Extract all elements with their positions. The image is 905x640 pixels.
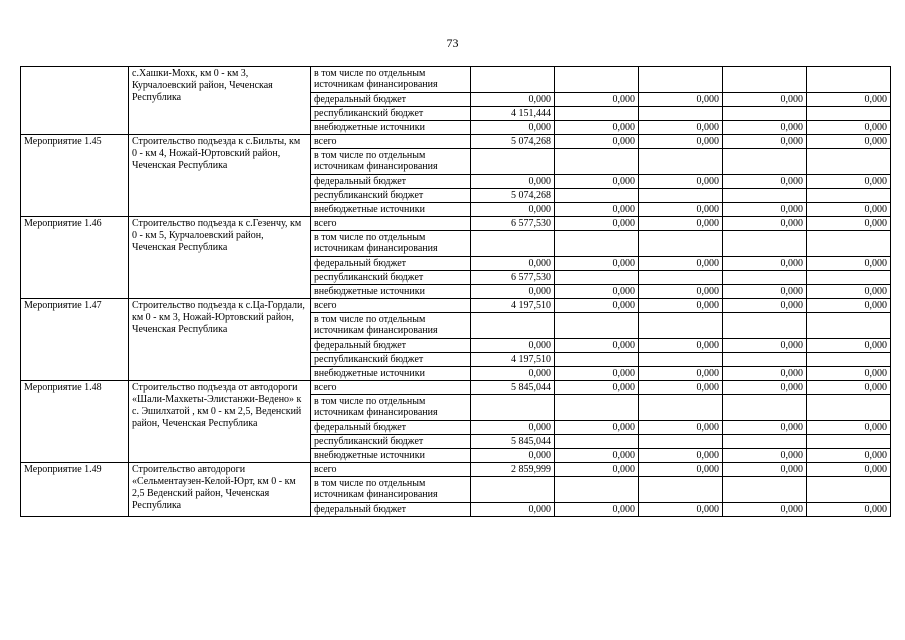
amount-cell — [807, 149, 891, 175]
funding-source: внебюджетные источники — [311, 121, 471, 135]
amount-cell: 0,000 — [639, 381, 723, 395]
amount-cell: 0,000 — [639, 217, 723, 231]
measure-description: Строительство автодороги «Сельментаузен-Келой-Юрт, км 0 - км 2,5 Веденский район, Чеченская Республика — [129, 463, 311, 517]
amount-cell: 0,000 — [723, 463, 807, 477]
amount-cell: 0,000 — [555, 285, 639, 299]
amount-cell — [723, 395, 807, 421]
amount-cell — [639, 67, 723, 93]
amount-cell: 0,000 — [639, 285, 723, 299]
amount-cell — [723, 435, 807, 449]
amount-cell: 0,000 — [555, 339, 639, 353]
amount-cell — [471, 477, 555, 503]
amount-cell — [807, 107, 891, 121]
amount-cell: 0,000 — [723, 449, 807, 463]
funding-source: в том числе по отдельным источникам финансирования — [311, 149, 471, 175]
amount-cell: 5 845,044 — [471, 381, 555, 395]
amount-cell: 0,000 — [807, 135, 891, 149]
amount-cell: 0,000 — [639, 339, 723, 353]
amount-cell: 0,000 — [639, 449, 723, 463]
amount-cell — [807, 231, 891, 257]
funding-source: внебюджетные источники — [311, 285, 471, 299]
funding-source: всего — [311, 299, 471, 313]
funding-source: республиканский бюджет — [311, 107, 471, 121]
amount-cell: 0,000 — [471, 93, 555, 107]
amount-cell — [807, 313, 891, 339]
amount-cell: 0,000 — [471, 285, 555, 299]
amount-cell: 0,000 — [639, 503, 723, 517]
amount-cell — [471, 67, 555, 93]
table-row — [21, 299, 891, 313]
amount-cell — [723, 353, 807, 367]
amount-cell — [471, 395, 555, 421]
table-row — [21, 217, 891, 231]
amount-cell: 0,000 — [807, 285, 891, 299]
amount-cell: 0,000 — [723, 203, 807, 217]
amount-cell: 5 074,268 — [471, 189, 555, 203]
amount-cell — [639, 395, 723, 421]
measure-name: Мероприятие 1.48 — [21, 381, 129, 463]
amount-cell — [723, 107, 807, 121]
funding-source: федеральный бюджет — [311, 339, 471, 353]
funding-source: республиканский бюджет — [311, 271, 471, 285]
amount-cell: 0,000 — [639, 203, 723, 217]
amount-cell: 0,000 — [807, 257, 891, 271]
amount-cell: 0,000 — [471, 121, 555, 135]
amount-cell: 0,000 — [807, 93, 891, 107]
amount-cell: 0,000 — [807, 381, 891, 395]
amount-cell: 0,000 — [471, 367, 555, 381]
table-row — [21, 463, 891, 477]
measure-name — [21, 67, 129, 135]
measure-description: Строительство подъезда к с.Гезенчу, км 0 - км 5, Курчалоевский район, Чеченская Республика — [129, 217, 311, 299]
funding-source: федеральный бюджет — [311, 257, 471, 271]
amount-cell — [555, 231, 639, 257]
amount-cell: 0,000 — [639, 299, 723, 313]
amount-cell: 0,000 — [807, 421, 891, 435]
amount-cell — [807, 67, 891, 93]
amount-cell: 0,000 — [639, 93, 723, 107]
amount-cell — [639, 435, 723, 449]
amount-cell — [639, 477, 723, 503]
amount-cell: 0,000 — [723, 93, 807, 107]
amount-cell: 4 151,444 — [471, 107, 555, 121]
funding-source: федеральный бюджет — [311, 93, 471, 107]
amount-cell — [723, 189, 807, 203]
amount-cell: 0,000 — [555, 503, 639, 517]
table-row — [21, 67, 891, 93]
funding-source: всего — [311, 463, 471, 477]
amount-cell: 0,000 — [807, 203, 891, 217]
amount-cell — [555, 395, 639, 421]
amount-cell: 0,000 — [807, 121, 891, 135]
table-row — [21, 381, 891, 395]
amount-cell — [639, 189, 723, 203]
amount-cell: 0,000 — [555, 93, 639, 107]
amount-cell — [723, 149, 807, 175]
amount-cell: 0,000 — [471, 339, 555, 353]
amount-cell: 4 197,510 — [471, 299, 555, 313]
funding-source: всего — [311, 135, 471, 149]
amount-cell: 0,000 — [555, 381, 639, 395]
funding-source: республиканский бюджет — [311, 353, 471, 367]
funding-source: федеральный бюджет — [311, 421, 471, 435]
amount-cell — [555, 271, 639, 285]
funding-source: республиканский бюджет — [311, 189, 471, 203]
amount-cell: 0,000 — [639, 367, 723, 381]
amount-cell: 0,000 — [639, 121, 723, 135]
amount-cell: 0,000 — [723, 381, 807, 395]
amount-cell: 0,000 — [723, 257, 807, 271]
amount-cell — [555, 107, 639, 121]
amount-cell — [471, 231, 555, 257]
amount-cell — [471, 313, 555, 339]
amount-cell: 0,000 — [555, 299, 639, 313]
measure-description: Строительство подъезда к с.Ца-Гордали, км 0 - км 3, Ножай-Юртовский район, Чеченская Республика — [129, 299, 311, 381]
funding-source: республиканский бюджет — [311, 435, 471, 449]
amount-cell — [555, 435, 639, 449]
amount-cell: 0,000 — [471, 203, 555, 217]
amount-cell — [807, 353, 891, 367]
amount-cell: 6 577,530 — [471, 217, 555, 231]
funding-source: федеральный бюджет — [311, 503, 471, 517]
amount-cell — [807, 477, 891, 503]
amount-cell — [639, 353, 723, 367]
amount-cell: 0,000 — [807, 175, 891, 189]
amount-cell — [723, 477, 807, 503]
amount-cell — [555, 149, 639, 175]
amount-cell: 0,000 — [555, 175, 639, 189]
funding-source: в том числе по отдельным источникам финансирования — [311, 67, 471, 93]
amount-cell — [555, 189, 639, 203]
amount-cell: 0,000 — [555, 217, 639, 231]
amount-cell: 0,000 — [639, 257, 723, 271]
funding-source: в том числе по отдельным источникам финансирования — [311, 231, 471, 257]
page-number: 73 — [446, 36, 459, 50]
amount-cell — [723, 231, 807, 257]
amount-cell: 0,000 — [723, 299, 807, 313]
funding-source: федеральный бюджет — [311, 175, 471, 189]
measure-name: Мероприятие 1.46 — [21, 217, 129, 299]
measure-name: Мероприятие 1.47 — [21, 299, 129, 381]
amount-cell: 0,000 — [639, 175, 723, 189]
amount-cell — [639, 149, 723, 175]
funding-source: внебюджетные источники — [311, 203, 471, 217]
funding-source: всего — [311, 381, 471, 395]
funding-source: внебюджетные источники — [311, 367, 471, 381]
amount-cell — [807, 271, 891, 285]
amount-cell: 0,000 — [807, 367, 891, 381]
amount-cell: 0,000 — [555, 367, 639, 381]
amount-cell: 0,000 — [639, 421, 723, 435]
amount-cell — [723, 67, 807, 93]
amount-cell: 6 577,530 — [471, 271, 555, 285]
amount-cell — [555, 313, 639, 339]
amount-cell: 0,000 — [555, 135, 639, 149]
measure-description: Строительство подъезда к с.Бильты, км 0 - км 4, Ножай-Юртовский район, Чеченская Республика — [129, 135, 311, 217]
amount-cell — [555, 353, 639, 367]
amount-cell: 0,000 — [639, 463, 723, 477]
funding-source: всего — [311, 217, 471, 231]
amount-cell: 0,000 — [807, 503, 891, 517]
amount-cell: 0,000 — [723, 367, 807, 381]
measure-description: с.Хашки-Мохк, км 0 - км 3, Курчалоевский район, Чеченская Республика — [129, 67, 311, 135]
amount-cell: 0,000 — [723, 135, 807, 149]
amount-cell: 0,000 — [471, 257, 555, 271]
amount-cell — [807, 435, 891, 449]
funding-source: в том числе по отдельным источникам финансирования — [311, 313, 471, 339]
amount-cell — [723, 271, 807, 285]
amount-cell — [807, 189, 891, 203]
amount-cell: 0,000 — [723, 421, 807, 435]
amount-cell: 0,000 — [555, 463, 639, 477]
measure-description: Строительство подъезда от автодороги «Шали-Махкеты-Элистанжи-Ведено» к с. Эшилхатой , км 0 - км 2,5, Веденский район, Чеченская Республика — [129, 381, 311, 463]
amount-cell: 0,000 — [723, 285, 807, 299]
amount-cell: 0,000 — [807, 339, 891, 353]
amount-cell: 0,000 — [723, 175, 807, 189]
amount-cell: 0,000 — [723, 339, 807, 353]
measure-name: Мероприятие 1.45 — [21, 135, 129, 217]
amount-cell — [639, 271, 723, 285]
measure-name: Мероприятие 1.49 — [21, 463, 129, 517]
amount-cell: 0,000 — [555, 203, 639, 217]
amount-cell: 0,000 — [555, 121, 639, 135]
amount-cell: 5 074,268 — [471, 135, 555, 149]
amount-cell: 0,000 — [555, 421, 639, 435]
amount-cell — [723, 313, 807, 339]
amount-cell — [807, 395, 891, 421]
amount-cell: 0,000 — [807, 299, 891, 313]
funding-source: внебюджетные источники — [311, 449, 471, 463]
amount-cell: 0,000 — [555, 257, 639, 271]
funding-source: в том числе по отдельным источникам финансирования — [311, 395, 471, 421]
amount-cell — [639, 231, 723, 257]
amount-cell — [555, 67, 639, 93]
amount-cell: 0,000 — [471, 175, 555, 189]
amount-cell: 0,000 — [723, 121, 807, 135]
amount-cell: 4 197,510 — [471, 353, 555, 367]
amount-cell — [555, 477, 639, 503]
amount-cell: 0,000 — [471, 503, 555, 517]
amount-cell: 0,000 — [807, 449, 891, 463]
budget-table — [20, 66, 891, 517]
amount-cell: 0,000 — [639, 135, 723, 149]
amount-cell: 0,000 — [807, 217, 891, 231]
amount-cell: 0,000 — [723, 217, 807, 231]
amount-cell: 0,000 — [555, 449, 639, 463]
amount-cell: 0,000 — [471, 421, 555, 435]
amount-cell: 5 845,044 — [471, 435, 555, 449]
amount-cell — [639, 107, 723, 121]
amount-cell — [471, 149, 555, 175]
amount-cell — [639, 313, 723, 339]
amount-cell: 0,000 — [723, 503, 807, 517]
table-row — [21, 135, 891, 149]
amount-cell: 0,000 — [807, 463, 891, 477]
funding-source: в том числе по отдельным источникам финансирования — [311, 477, 471, 503]
amount-cell: 2 859,999 — [471, 463, 555, 477]
amount-cell: 0,000 — [471, 449, 555, 463]
